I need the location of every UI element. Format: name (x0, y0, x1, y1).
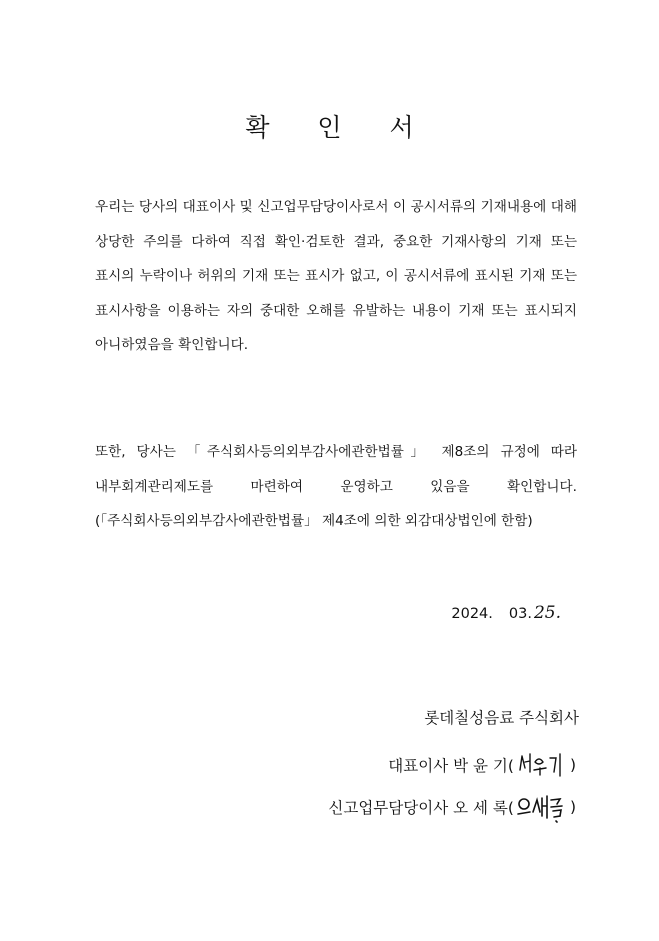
date-year: 2024. (451, 606, 493, 622)
document-date (451, 603, 561, 623)
date-month: 03. (508, 606, 532, 622)
cfo-signature-line (328, 790, 576, 824)
cfo-handwritten-signature (516, 790, 568, 824)
ceo-label: 대표이사 박 윤 기( (388, 757, 514, 775)
internal-control-paragraph: 또한, 당사는 「주식회사등의외부감사에관한법률」 제8조의 규정에 따라 내부회계관리제도를 마련하여 운영하고 있음을 확인합니다. (「주식회사등의외부감사에관한법률」 제4조에 의한 외감대상법인에 한함) (95, 444, 577, 529)
confirmation-paragraph: 우리는 당사의 대표이사 및 신고업무담당이사로서 이 공시서류의 기재내용에 대해 상당한 주의를 다하여 직접 확인·검토한 결과, 중요한 기재사항의 기재 또는 표시의 누락이나 허위의 기재 또는 표시가 없고, 이 공시서류에 표시된 기재 또는 표시사항을 이용하는 자의 중대한 오해를 유발하는 내용이 기재 또는 표시되지 아니하였음을 확인합니다. (95, 199, 577, 353)
document-title: 확 인 서 (245, 113, 434, 142)
cfo-close-paren: ) (569, 798, 576, 816)
ceo-signature-line (388, 748, 576, 782)
date-day-handwritten: 25. (533, 603, 561, 623)
ceo-close-paren: ) (569, 756, 576, 774)
company-name: 롯데칠성음료 주식회사 (424, 709, 579, 727)
ceo-handwritten-signature (516, 748, 568, 782)
cfo-label: 신고업무담당이사 오 세 록( (328, 799, 514, 817)
